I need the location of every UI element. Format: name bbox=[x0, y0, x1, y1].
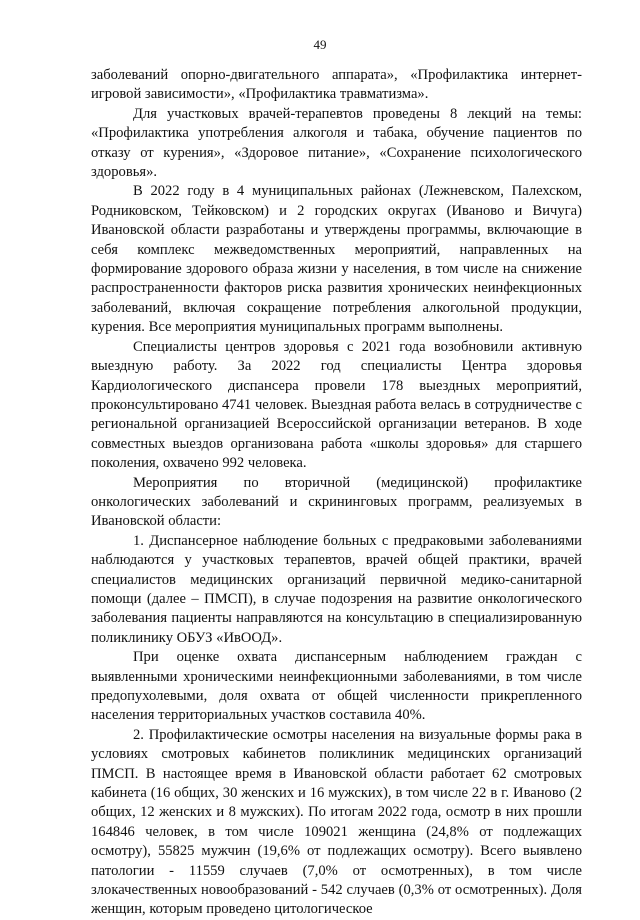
paragraph: Специалисты центров здоровья с 2021 года возобновили активную выездную работу. За 2022 год специалисты Центра здоровья Кардиологического диспансера провели 178 выездных мероприятий, проконсультировано 4741 человек. Выездная работа велась в сотрудничестве с региональной организацией Всероссийской организации ветеранов. В ходе совместных выездов организована работа «школы здоровья» для старшего поколения, охвачено 992 человека. bbox=[91, 338, 582, 472]
paragraph: 2. Профилактические осмотры населения на визуальные формы рака в условиях смотровых кабинетов поликлиник медицинских организаций ПМСП. В настоящее время в Ивановской области работает 62 смотровых кабинета (16 общих, 30 женских и 16 мужских), в том числе 22 в г. Иваново (2 общих, 12 женских и 8 мужских). По итогам 2022 года, осмотр в них прошли 164846 человек, в том числе 109021 женщина (24,8% от подлежащих осмотру), 55825 мужчин (19,6% от подлежащих осмотру). Всего выявлено патологии - 11559 случаев (7,0% от осмотренных), в том числе злокачественных новообразований - 542 случаев (0,3% от осмотренных). Доля женщин, которым проведено цитологическое bbox=[91, 726, 582, 918]
paragraph: Мероприятия по вторичной (медицинской) профилактике онкологических заболеваний и скрининговых программ, реализуемых в Ивановской области: bbox=[91, 474, 582, 530]
paragraph: Для участковых врачей-терапевтов проведены 8 лекций на темы: «Профилактика употребления алкоголя и табака, обучение пациентов по отказу от курения», «Здоровое питание», «Сохранение психологического здоровья». bbox=[91, 105, 582, 181]
page-number: 49 bbox=[313, 37, 327, 52]
paragraph: заболеваний опорно-двигательного аппарата», «Профилактика интернет-игровой зависимости», «Профилактика травматизма». bbox=[91, 67, 582, 103]
document-body bbox=[91, 66, 582, 920]
paragraph: 1. Диспансерное наблюдение больных с предраковыми заболеваниями наблюдаются у участковых терапевтов, врачей общей практики, врачей специалистов медицинских организаций первичной медико-санитарной помощи (далее – ПМСП), в случае подозрения на развитие онкологического заболевания пациенты направляются на консультацию в специализированную поликлинику ОБУЗ «ИвООД». bbox=[91, 532, 582, 646]
paragraph: При оценке охвата диспансерным наблюдением граждан с выявленными хроническими неинфекционными заболеваниями, в том числе предопухолевыми, доля охвата от общей численности прикрепленного населения территориальных участков составила 40%. bbox=[91, 649, 582, 724]
paragraph: В 2022 году в 4 муниципальных районах (Лежневском, Палехском, Родниковском, Тейковском) и 2 городских округах (Иваново и Вичуга) Ивановской области разработаны и утверждены программы, включающие в себя комплекс межведомственных мероприятий, направленных на формирование здорового образа жизни у населения, в том числе на снижение распространенности факторов риска развития хронических неинфекционных заболеваний, включая сокращение потребления алкогольной продукции, курения. Все мероприятия муниципальных программ выполнены. bbox=[91, 183, 582, 336]
